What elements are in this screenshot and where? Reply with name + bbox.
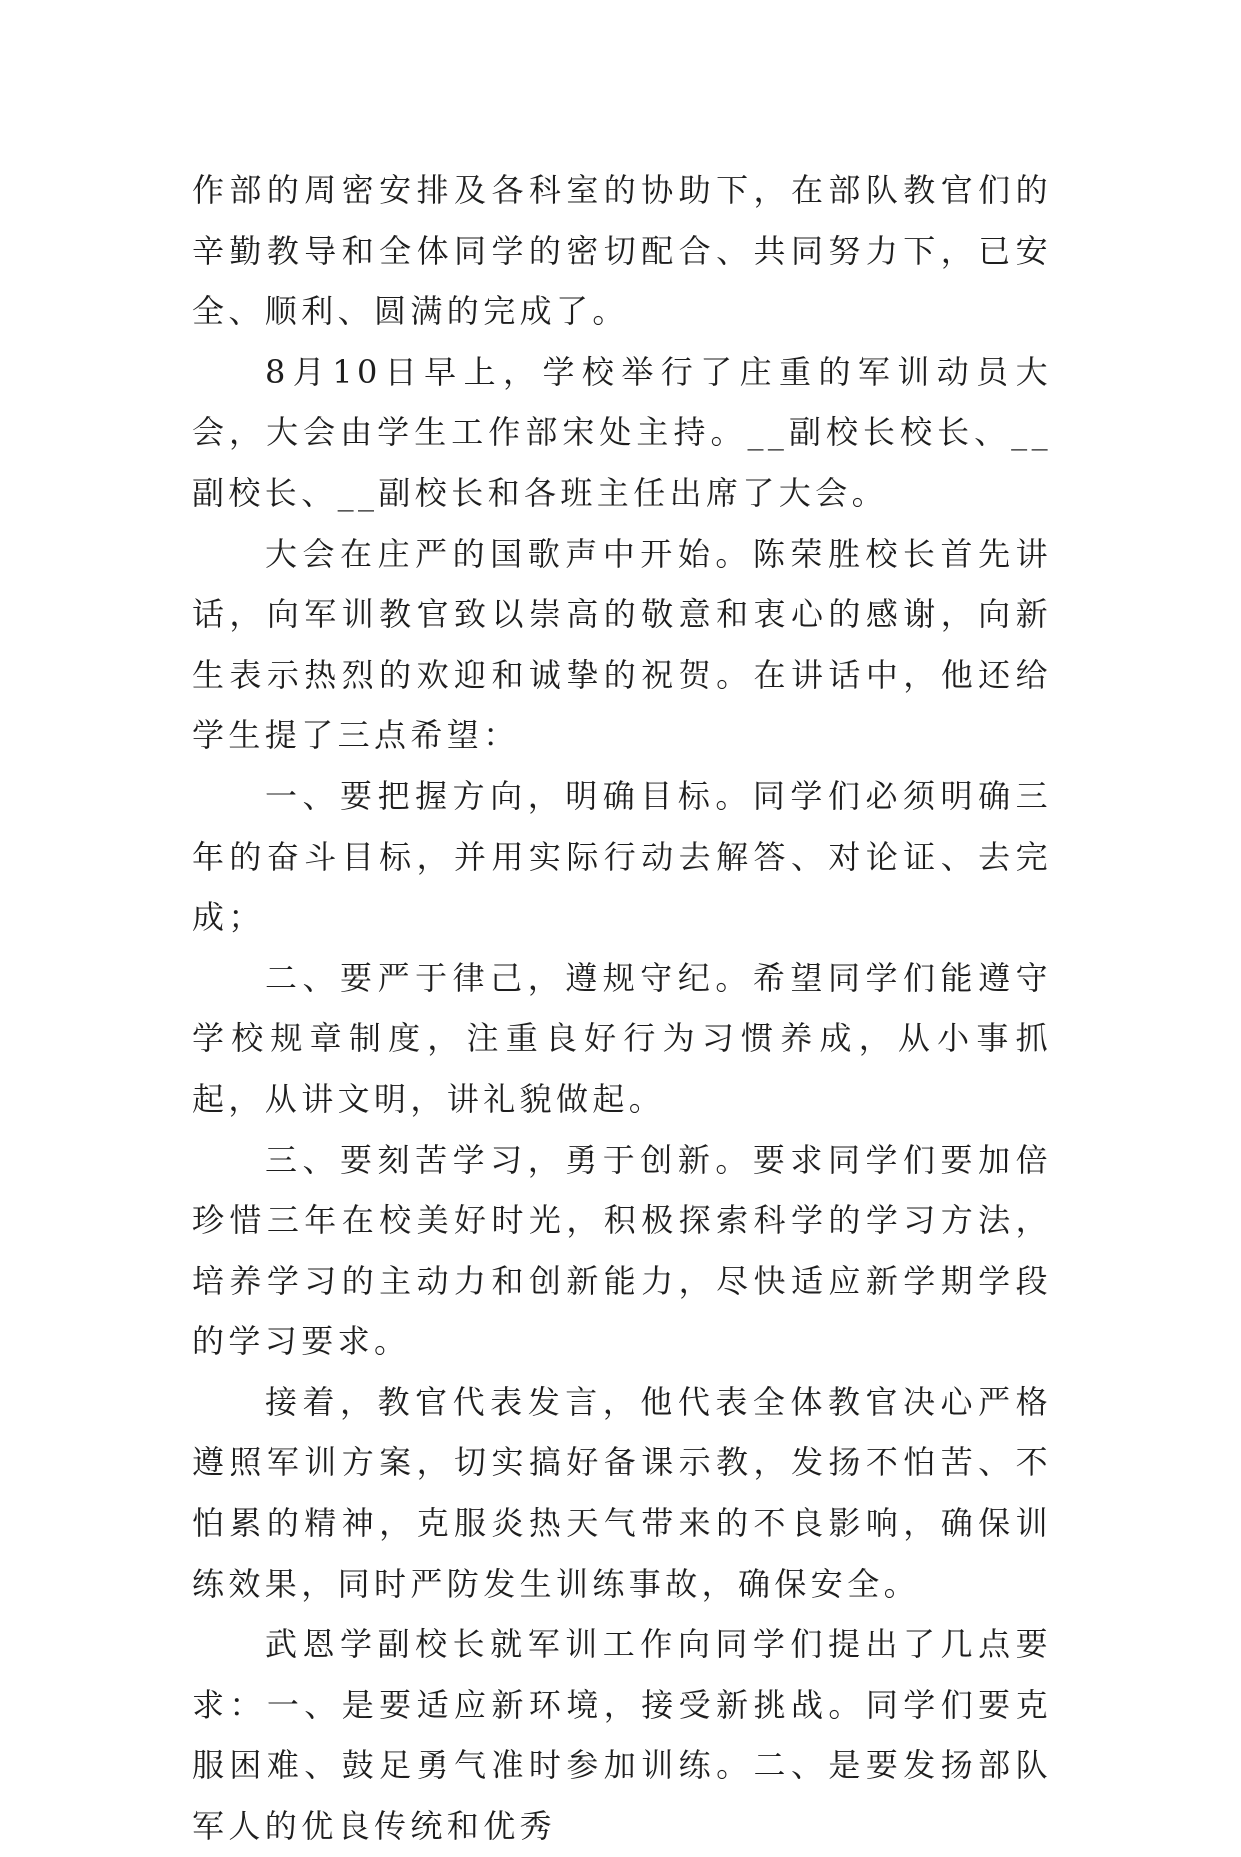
paragraph-3: 大会在庄严的国歌声中开始。陈荣胜校长首先讲话，向军训教官致以崇高的敬意和衷心的感谢，向新生表示热烈的欢迎和诚挚的祝贺。在讲话中，他还给学生提了三点希望： (192, 534, 1052, 755)
paragraph-2: 8月10日早上，学校举行了庄重的军训动员大会，大会由学生工作部宋处主持。__副校长校长、__副校长、__副校长和各班主任出席了大会。 (192, 352, 1052, 512)
document-body (192, 160, 1052, 1857)
paragraph-1: 作部的周密安排及各科室的协助下，在部队教官们的辛勤教导和全体同学的密切配合、共同努力下，已安全、顺利、圆满的完成了。 (192, 171, 1052, 331)
paragraph-6: 三、要刻苦学习，勇于创新。要求同学们要加倍珍惜三年在校美好时光，积极探索科学的学习方法，培养学习的主动力和创新能力，尽快适应新学期学段的学习要求。 (192, 1140, 1052, 1361)
paragraph-4: 一、要把握方向，明确目标。同学们必须明确三年的奋斗目标，并用实际行动去解答、对论证、去完成； (192, 776, 1052, 937)
paragraph-5: 二、要严于律己，遵规守纪。希望同学们能遵守学校规章制度，注重良好行为习惯养成，从小事抓起，从讲文明，讲礼貌做起。 (192, 958, 1052, 1118)
paragraph-7: 接着，教官代表发言，他代表全体教官决心严格遵照军训方案，切实搞好备课示教，发扬不怕苦、不怕累的精神，克服炎热天气带来的不良影响，确保训练效果，同时严防发生训练事故，确保安全。 (192, 1382, 1052, 1603)
paragraph-8: 武恩学副校长就军训工作向同学们提出了几点要求：一、是要适应新环境，接受新挑战。同学们要克服困难、鼓足勇气准时参加训练。二、是要发扬部队军人的优良传统和优秀 (192, 1625, 1052, 1846)
